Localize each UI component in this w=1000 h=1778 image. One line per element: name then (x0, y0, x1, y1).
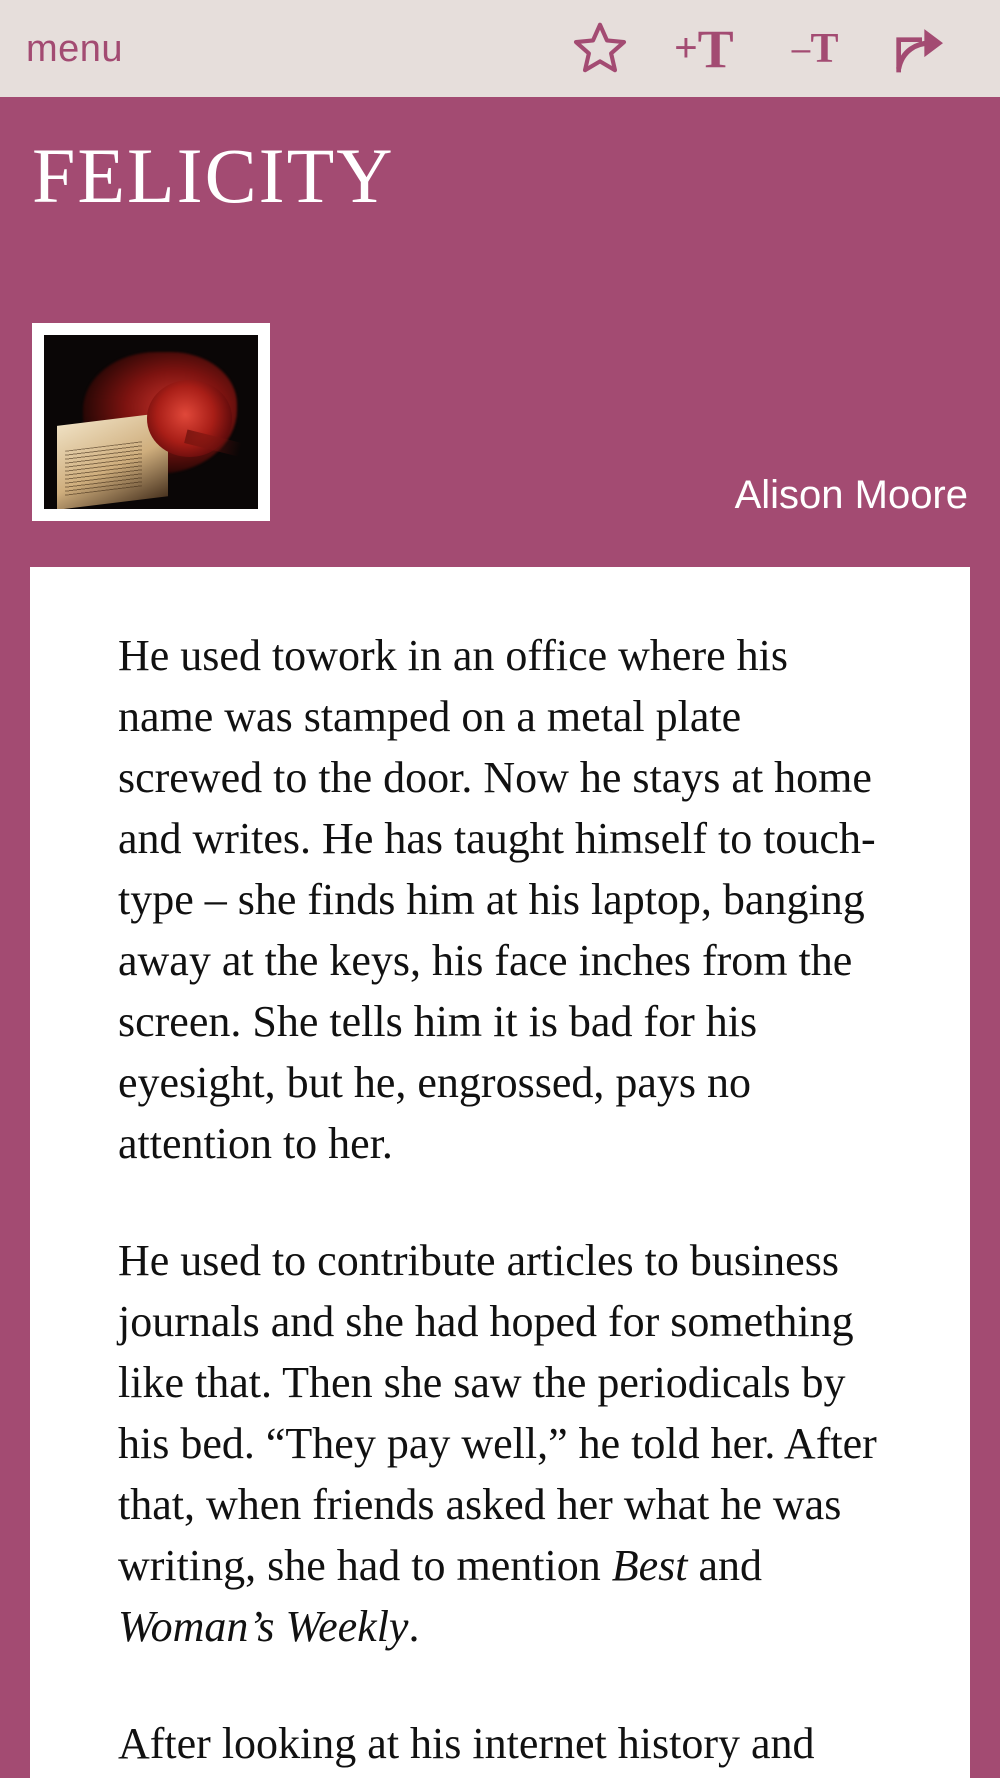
story-header (0, 97, 1000, 567)
author-name: Alison Moore (734, 473, 968, 517)
decrease-text-size-label: –T (791, 25, 839, 72)
toolbar-icon-group (552, 18, 974, 80)
favorite-star-icon[interactable] (552, 18, 648, 80)
increase-text-size-label: +T (674, 18, 734, 79)
story-paragraph: He used to contribute articles to business journals and she had hoped for something like that. Then she saw the periodicals by his bed. “They pay well,” he told her. After that, when friends asked her what he was writing, she had to mention Best and Woman’s Weekly. (118, 1236, 877, 1651)
book-cover-image (44, 335, 258, 509)
share-icon[interactable] (870, 21, 974, 77)
story-paragraph: He used towork in an office where his name was stamped on a metal plate screwed to the door. Now he stays at home and writes. He has taught himself to touch-type – she finds him at his laptop, banging away at the keys, his face inches from the screen. She tells him it is bad for his eyesight, but he, engrossed, pays no attention to her. (118, 631, 876, 1168)
top-toolbar (0, 0, 1000, 97)
book-cover-thumbnail[interactable] (32, 323, 270, 521)
title-best: Best (611, 1541, 688, 1590)
title-womans-weekly: Woman’s Weekly (118, 1602, 409, 1651)
story-paragraph: After looking at his internet history and (118, 1719, 815, 1768)
increase-text-size-icon[interactable] (648, 18, 760, 79)
menu-button[interactable]: menu (26, 27, 124, 70)
page-title: FELICITY (32, 132, 395, 219)
reading-pane[interactable] (30, 567, 970, 1778)
decrease-text-size-icon[interactable] (760, 25, 870, 72)
